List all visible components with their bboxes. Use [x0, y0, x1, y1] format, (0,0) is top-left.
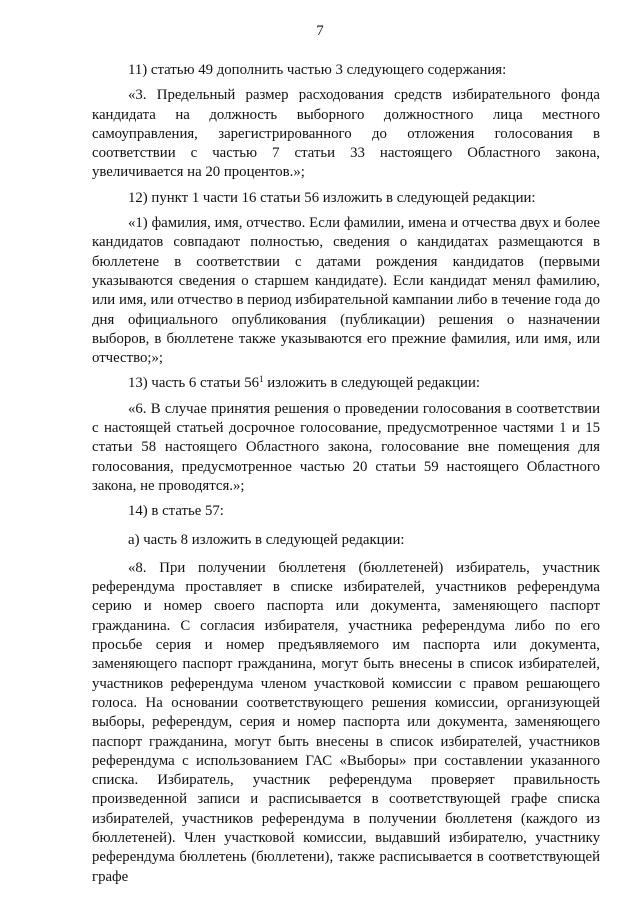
amendment-13-text-start: 13) часть 6 статьи 56	[128, 375, 260, 392]
article-superscript: 1	[259, 374, 264, 385]
paragraph-amendment-12: 12) пункт 1 части 16 статьи 56 изложить в следующей редакции:	[128, 189, 536, 206]
paragraph-amendment-14: 14) в статье 57:	[128, 503, 224, 520]
document-body	[92, 61, 600, 887]
paragraph-quote-part-8: «8. При получении бюллетеня (бюллетеней) избиратель, участник референдума проставляет в списке избирателей, участников референдума серию и номер своего паспорта или документа, заменяющего паспорт гражданина. С согласия избирателя, участника референдума либо по его просьбе серия и номер предъявляемого им паспорта или документа, заменяющего паспорт гражданина, могут быть внесены в список избирателей, участников референдума членом участковой комиссии с правом решающего голоса. На основании соответствующего решения комиссии, организующей выборы, референдум, серия и номер паспорта или документа, заменяющего паспорт гражданина, могут быть внесены в список избирателей, участников референдума с использованием ГАС «Выборы» при составлении указанного списка. Избиратель, участник референдума проверяет правильность произведенной записи и расписывается в соответствующей графе списка избирателей, участников референдума в получении бюллетеня (каждого из бюллетеней). Член участковой комиссии, выдавший избирателю, участнику референдума бюллетень (бюллетени), также расписывается в соответствующей графе	[92, 559, 600, 885]
amendment-13-text-end: изложить в следующей редакции:	[263, 375, 480, 392]
paragraph-amendment-13	[92, 374, 600, 393]
paragraph-quote-part-6: «6. В случае принятия решения о проведении голосования в соответствии с настоящей статьей досрочное голосование, предусмотренное частями 1 и 15 статьи 58 настоящего Областного закона, голосование вне помещения для голосования, предусмотренное частью 20 статьи 59 настоящего Областного закона, не проводятся.»;	[92, 400, 600, 494]
paragraph-amendment-11: 11) статью 49 дополнить частью 3 следующего содержания:	[128, 62, 507, 78]
paragraph-quote-part-3: «3. Предельный размер расходования средств избирательного фонда кандидата на должность выборного должностного лица местного самоуправления, зарегистрированного до отложения голосования в соответствии с частью 7 статьи 33 настоящего Областного закона, увеличивается на 20 процентов.»;	[92, 87, 600, 181]
page-number: 7	[316, 23, 324, 39]
paragraph-subitem-a: а) часть 8 изложить в следующей редакции:	[128, 531, 405, 548]
paragraph-quote-item-1: «1) фамилия, имя, отчество. Если фамилии, имена и отчества двух и более кандидатов совпадают полностью, сведения о кандидатах размещаются в бюллетене в соответствии с датами рождения кандидатов (первыми указываются сведения о старшем кандидате). Если кандидат менял фамилию, или имя, или отчество в период избирательной кампании либо в течение года до дня официального опубликования (публикации) решения о назначении выборов, в бюллетене также указываются его прежние фамилия, или имя, или отчество;»;	[92, 215, 600, 367]
